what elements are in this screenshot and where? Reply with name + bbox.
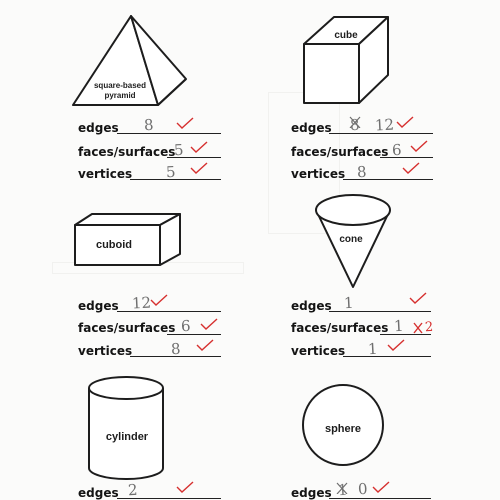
cube-faces-line[interactable]	[380, 157, 433, 158]
cross-out-icon	[347, 116, 365, 128]
cuboid-faces-answer: 6	[180, 316, 192, 336]
sphere-edges-answer: 0	[357, 479, 369, 499]
tick-mark-icon	[387, 339, 405, 351]
tick-mark-icon	[196, 339, 214, 351]
cube-edges-label: edges	[291, 121, 332, 135]
cube-vertices-answer: 8	[356, 162, 368, 182]
cuboid-vertices-answer: 8	[170, 339, 182, 359]
cube-edges-answer: 12	[374, 115, 395, 135]
pyramid-edges-answer: 8	[143, 115, 155, 135]
cuboid-name: cuboid	[95, 239, 133, 251]
tick-mark-icon	[190, 141, 208, 153]
cone-edges-label: edges	[291, 299, 332, 313]
cuboid-vertices-label: vertices	[78, 344, 133, 358]
cylinder-name: cylinder	[105, 431, 149, 443]
cuboid-edges-label: edges	[78, 299, 119, 313]
cylinder-edges-label: edges	[78, 486, 119, 500]
sphere-edges-crossed-answer: 1	[337, 480, 349, 500]
tick-mark-icon	[410, 140, 428, 152]
sphere-name: sphere	[324, 423, 362, 435]
cube-faces-answer: 6	[391, 140, 403, 160]
tick-mark-icon	[402, 162, 420, 174]
cone-faces-answer: 1	[393, 316, 405, 336]
tick-mark-icon	[372, 481, 390, 493]
pyramid-faces-answer: 5	[173, 140, 185, 160]
cube-faces-label: faces/surfaces	[291, 145, 389, 159]
cuboid-faces-label: faces/surfaces	[78, 321, 176, 335]
tick-mark-icon	[200, 318, 218, 330]
pyramid-edges-line[interactable]	[117, 133, 221, 134]
cylinder-drawing	[89, 377, 163, 479]
sphere-edges-label: edges	[291, 486, 332, 500]
cross-out-icon	[334, 482, 352, 494]
tick-mark-icon	[190, 162, 208, 174]
pyramid-faces-label: faces/surfaces	[78, 145, 176, 159]
cuboid-edges-answer: 12	[131, 293, 152, 313]
tick-mark-icon	[396, 116, 414, 128]
pyramid-vertices-label: vertices	[78, 167, 133, 181]
tick-mark-icon	[409, 292, 427, 304]
pyramid-edges-label: edges	[78, 121, 119, 135]
cone-vertices-answer: 1	[367, 339, 379, 359]
cone-name: cone	[339, 234, 363, 245]
cuboid-faces-line[interactable]	[167, 334, 221, 335]
cone-faces-correction: 2	[424, 319, 434, 336]
tick-mark-icon	[176, 481, 194, 493]
cone-vertices-line[interactable]	[343, 356, 431, 357]
cone-faces-line[interactable]	[380, 334, 431, 335]
cone-edges-answer: 1	[343, 293, 355, 313]
cylinder-edges-answer: 2	[127, 480, 139, 500]
tick-mark-icon	[150, 294, 168, 306]
cone-faces-label: faces/surfaces	[291, 321, 389, 335]
cube-name: cube	[334, 30, 358, 41]
tick-mark-icon	[176, 117, 194, 129]
pyramid-name-line-2: pyramid	[104, 91, 136, 100]
cube-edges-crossed-answer: 8	[349, 115, 361, 135]
cone-vertices-label: vertices	[291, 344, 346, 358]
cube-vertices-label: vertices	[291, 167, 346, 181]
pyramid-name-line-1: square-based	[93, 81, 147, 90]
pyramid-vertices-answer: 5	[165, 162, 177, 182]
